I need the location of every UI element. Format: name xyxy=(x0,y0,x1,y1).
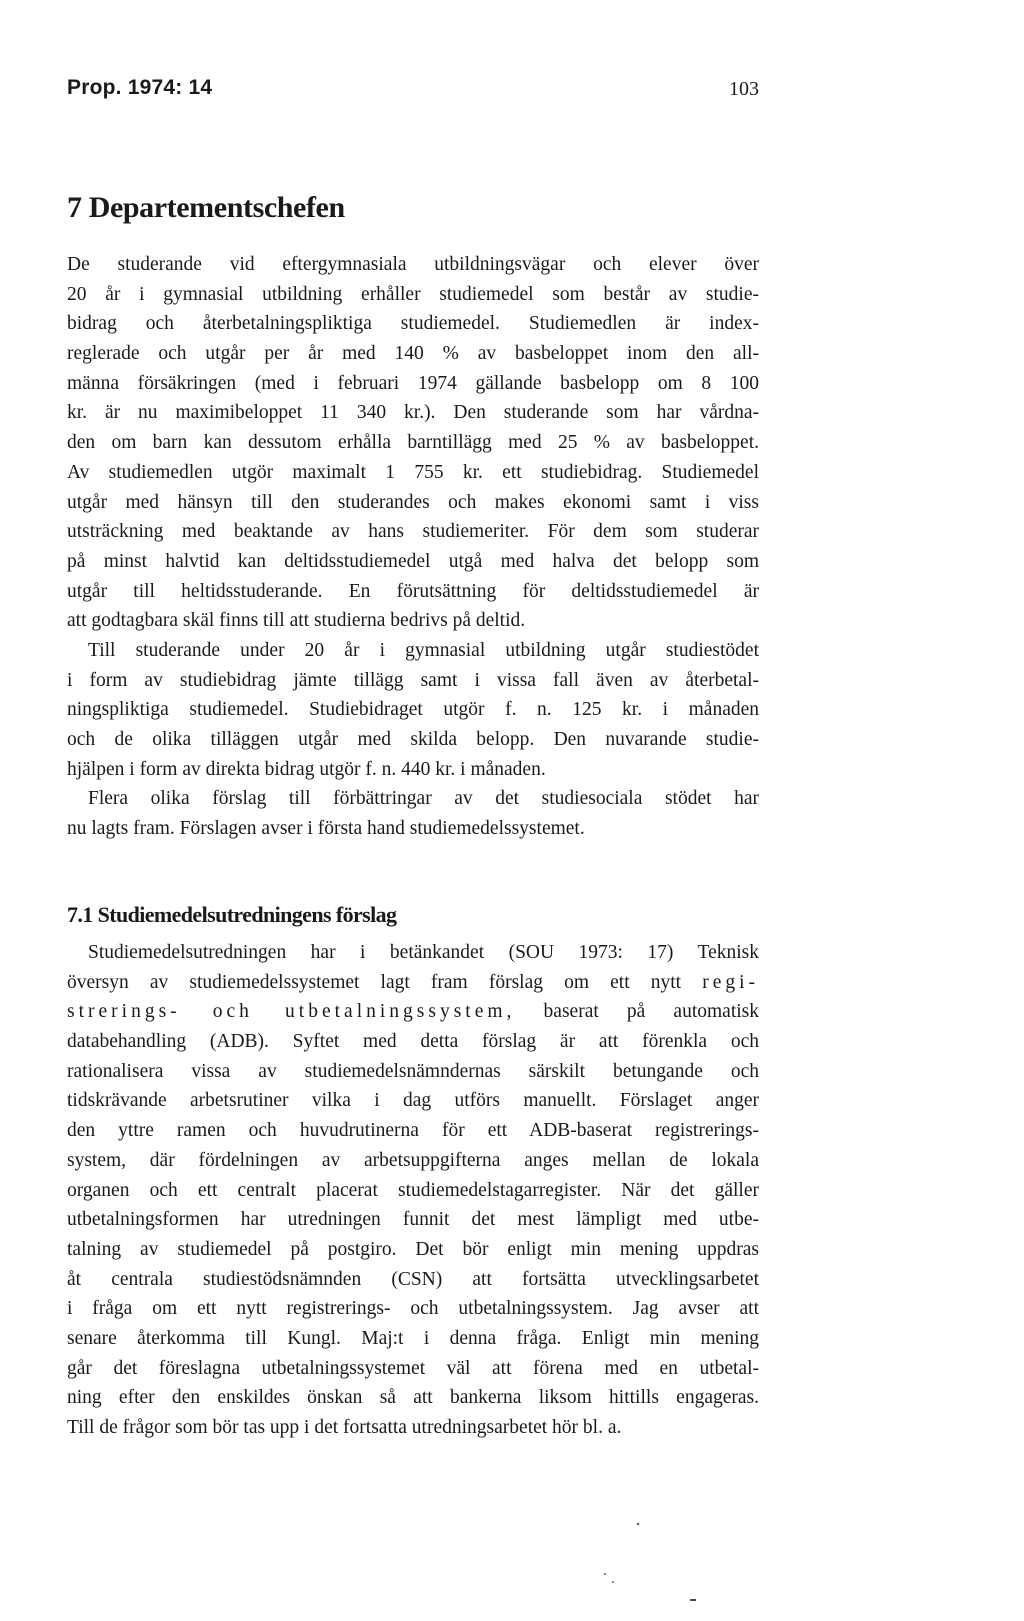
text-line: Till studerande under 20 år i gymnasial utbildning utgår studiestödet xyxy=(88,639,759,661)
text-line xyxy=(67,968,759,998)
scan-speck xyxy=(612,1581,614,1583)
text-line: talning av studiemedel på postgiro. Det bör enligt min mening uppdras xyxy=(67,1238,759,1260)
text-line: databehandling (ADB). Syftet med detta förslag är att förenkla och xyxy=(67,1031,759,1053)
subsection-body xyxy=(67,938,759,1443)
text-line: nu lagts fram. Förslagen avser i första hand studiemedelssystemet. xyxy=(67,818,585,840)
text-line: senare återkomma till Kungl. Maj:t i denna fråga. Enligt min mening xyxy=(67,1327,759,1349)
text-line: reglerade och utgår per år med 140 % av basbeloppet inom den all- xyxy=(67,343,759,365)
text-line: i form av studiebidrag jämte tillägg samt i vissa fall även av återbetal- xyxy=(67,669,759,691)
text-line: utbetalningsformen har utredningen funnit det mest lämpligt med utbe- xyxy=(67,1209,759,1231)
paragraph-2 xyxy=(67,636,759,784)
text-line: Studiemedelsutredningen har i betänkandet (SOU 1973: 17) Teknisk xyxy=(88,942,759,963)
scan-speck xyxy=(637,1523,639,1525)
text-line: och de olika tilläggen utgår med skilda belopp. Den nuvarande studie- xyxy=(67,729,759,750)
text-line: bidrag och återbetalningspliktiga studiemedel. Studiemedlen är index- xyxy=(67,313,759,335)
text-line: ning efter den enskildes önskan så att bankerna liksom hittills engageras. xyxy=(67,1387,759,1409)
text-line: organen och ett centralt placerat studiemedelstagarregister. När det gäller xyxy=(67,1179,759,1201)
text-line: utgår till heltidsstuderande. En förutsättning för deltidsstudiemedel är xyxy=(67,580,759,602)
text-line: Av studiemedlen utgör maximalt 1 755 kr. ett studiebidrag. Studiemedel xyxy=(67,461,759,483)
paragraph-3 xyxy=(67,784,759,843)
section-body xyxy=(67,250,759,844)
text-line: rationalisera vissa av studiemedelsnämndernas särskilt betungande och xyxy=(67,1060,759,1082)
scan-speck xyxy=(604,1573,606,1575)
spaced-term: regi- xyxy=(702,971,759,993)
text-segment: översyn av studiemedelssystemet lagt fram förslag om ett nytt xyxy=(67,971,682,993)
text-line: i fråga om ett nytt registrerings- och utbetalningssystem. Jag avser att xyxy=(67,1298,759,1320)
text-line: tidskrävande arbetsrutiner vilka i dag utförs manuellt. Förslaget anger xyxy=(67,1090,759,1112)
spaced-term: strerings- och utbetalningssystem, xyxy=(67,1001,516,1023)
text-line: ningspliktiga studiemedel. Studiebidraget utgör f. n. 125 kr. i månaden xyxy=(67,699,759,721)
text-line: går det föreslagna utbetalningssystemet väl att förena med en utbetal- xyxy=(67,1357,759,1379)
text-line: männa försäkringen (med i februari 1974 gällande basbelopp om 8 100 xyxy=(67,372,759,394)
paragraph-1 xyxy=(67,250,759,636)
text-line: åt centrala studiestödsnämnden (CSN) att fortsätta utvecklingsarbetet xyxy=(67,1268,759,1290)
text-line: hjälpen i form av direkta bidrag utgör f. n. 440 kr. i månaden. xyxy=(67,758,546,780)
text-line: utsträckning med beaktande av hans studiemeriter. För dem som studerar xyxy=(67,521,759,543)
text-line xyxy=(67,997,759,1027)
text-line: 20 år i gymnasial utbildning erhåller studiemedel som består av studie- xyxy=(67,283,759,305)
text-line: De studerande vid eftergymnasiala utbildningsvägar och elever över xyxy=(67,254,759,275)
proposition-reference: Prop. 1974: 14 xyxy=(67,76,213,99)
text-line: utgår med hänsyn till den studerandes och makes ekonomi samt i viss xyxy=(67,491,759,513)
text-line: på minst halvtid kan deltidsstudiemedel utgå med halva det belopp som xyxy=(67,550,759,572)
text-line: Till de frågor som bör tas upp i det fortsatta utredningsarbetet hör bl. a. xyxy=(67,1417,622,1438)
scan-speck xyxy=(690,1599,696,1601)
page-header xyxy=(67,76,759,106)
text-segment: baserat på automatisk xyxy=(543,1001,759,1023)
text-line: system, där fördelningen av arbetsuppgifterna anges mellan de lokala xyxy=(67,1149,759,1171)
section-title: 7 Departementschefen xyxy=(67,191,345,224)
text-line: kr. är nu maximibeloppet 11 340 kr.). Den studerande som har vårdna- xyxy=(67,402,759,424)
subsection-title: 7.1 Studiemedelsutredningens förslag xyxy=(67,902,397,927)
page-number: 103 xyxy=(729,78,759,100)
text-line: den om barn kan dessutom erhålla barntillägg med 25 % av basbeloppet. xyxy=(67,432,759,454)
text-line: Flera olika förslag till förbättringar av det studiesociala stödet har xyxy=(88,788,759,810)
text-line: att godtagbara skäl finns till att studierna bedrivs på deltid. xyxy=(67,610,526,632)
text-line: den yttre ramen och huvudrutinerna för ett ADB-baserat registrerings- xyxy=(67,1120,759,1142)
